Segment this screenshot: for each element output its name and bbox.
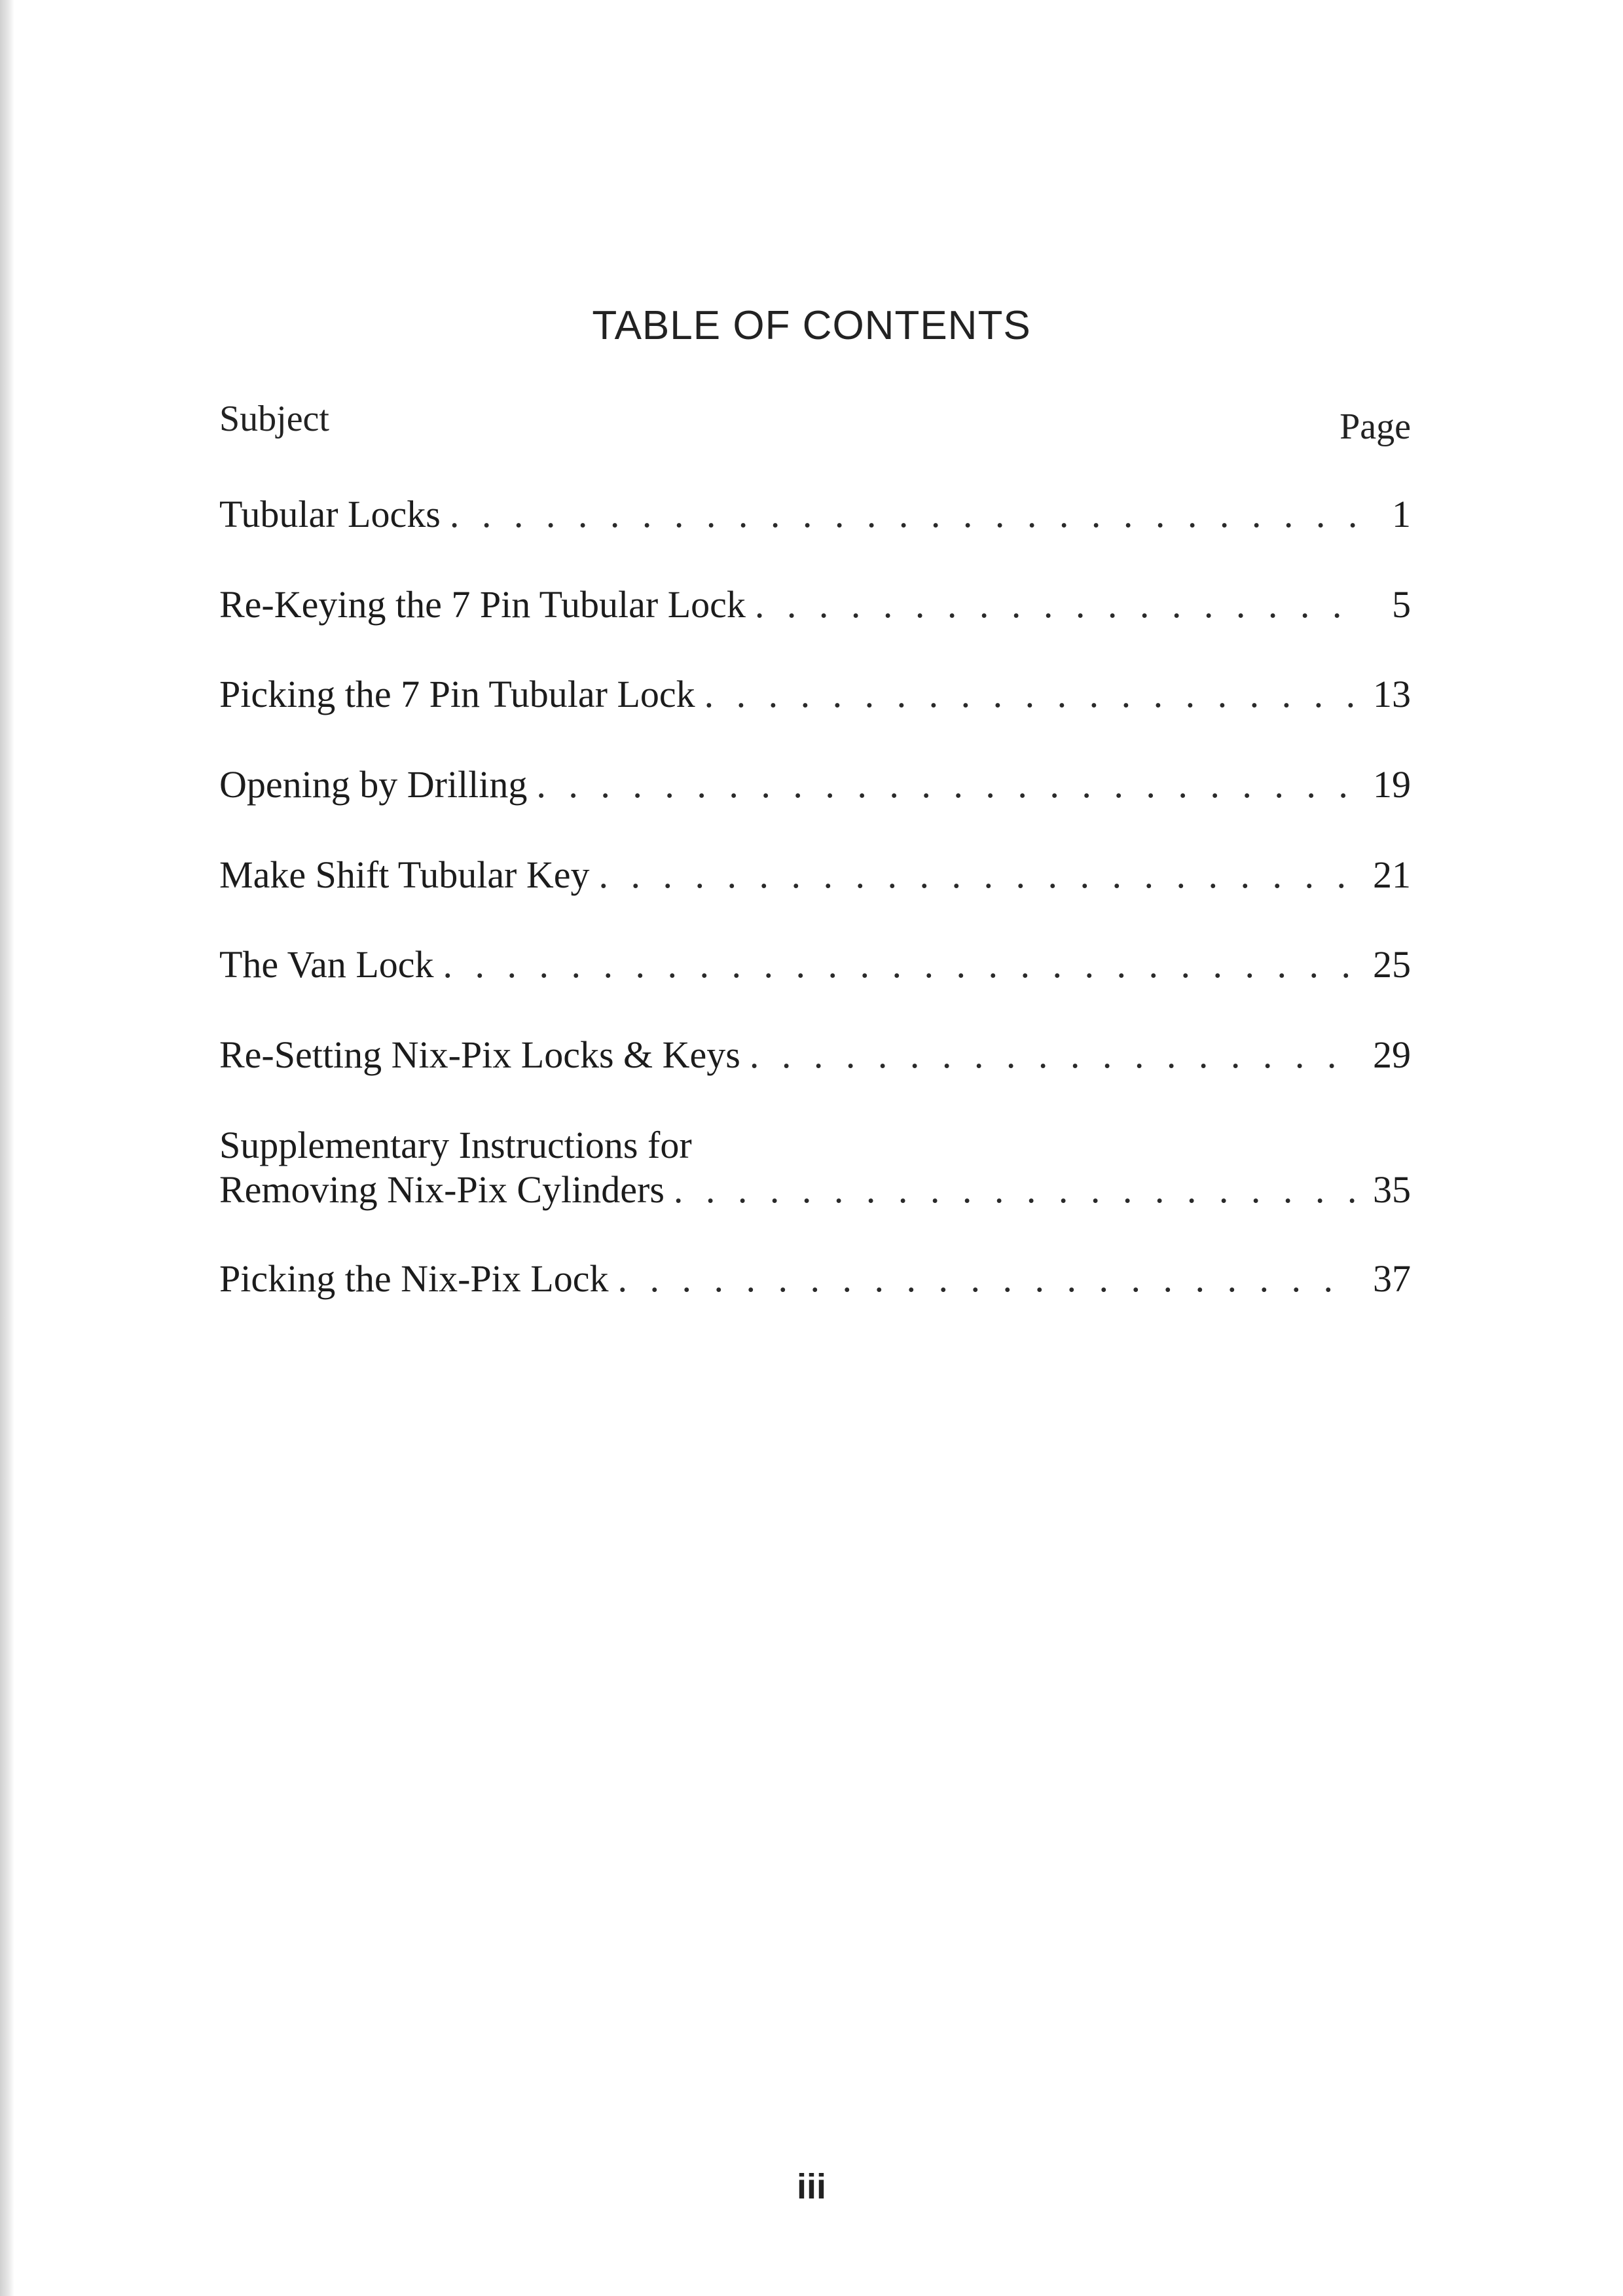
- toc-entry-label: Picking the Nix-Pix Lock: [219, 1257, 609, 1300]
- toc-entry-label: Picking the 7 Pin Tubular Lock: [219, 673, 695, 715]
- toc-entry: [219, 672, 1411, 717]
- page-column-heading: Page: [1340, 406, 1411, 447]
- toc-entry: [219, 942, 1411, 987]
- dot-leader: [750, 1033, 1356, 1077]
- toc-entry-page: 29: [1373, 1033, 1411, 1076]
- toc-entry-page: 19: [1373, 763, 1411, 806]
- toc-entry-page: 37: [1373, 1257, 1411, 1300]
- toc-entry-page: 1: [1392, 493, 1411, 535]
- dot-leader: [704, 672, 1356, 717]
- toc-entry-label: The Van Lock: [219, 943, 434, 986]
- toc-entry-page: 25: [1373, 943, 1411, 986]
- toc-entry: [219, 1033, 1411, 1077]
- toc-entry-label: Tubular Locks: [219, 493, 441, 535]
- toc-entry: [219, 492, 1411, 537]
- page-title: TABLE OF CONTENTS: [592, 303, 1031, 348]
- toc-entry: [219, 583, 1411, 627]
- toc-entry: [219, 762, 1411, 807]
- toc-entry-label: Re-Keying the 7 Pin Tubular Lock: [219, 583, 746, 626]
- toc-entry-label: Removing Nix-Pix Cylinders: [219, 1168, 665, 1211]
- toc-entry-label: Opening by Drilling: [219, 763, 528, 806]
- toc-entry: [219, 1123, 1411, 1212]
- dot-leader: [450, 492, 1356, 537]
- dot-leader: [443, 942, 1357, 987]
- toc-entry-page: 5: [1392, 583, 1411, 626]
- subject-column-heading: Subject: [219, 399, 329, 439]
- page-number: iii: [796, 2167, 826, 2206]
- toc-entry-page: 35: [1373, 1168, 1411, 1211]
- dot-leader: [599, 853, 1357, 897]
- dot-leader: [536, 762, 1356, 807]
- dot-leader: [617, 1257, 1356, 1301]
- toc-entry: [219, 853, 1411, 897]
- dot-leader: [674, 1168, 1356, 1212]
- toc-entry-page: 13: [1373, 673, 1411, 715]
- dot-leader: [755, 583, 1356, 627]
- toc-entry-label: Re-Setting Nix-Pix Locks & Keys: [219, 1033, 740, 1076]
- toc-entry-label: Make Shift Tubular Key: [219, 853, 590, 896]
- toc-entry: [219, 1257, 1411, 1301]
- toc-entry-page: 21: [1373, 853, 1411, 896]
- toc-entry-label-first-line: Supplementary Instructions for: [219, 1124, 692, 1166]
